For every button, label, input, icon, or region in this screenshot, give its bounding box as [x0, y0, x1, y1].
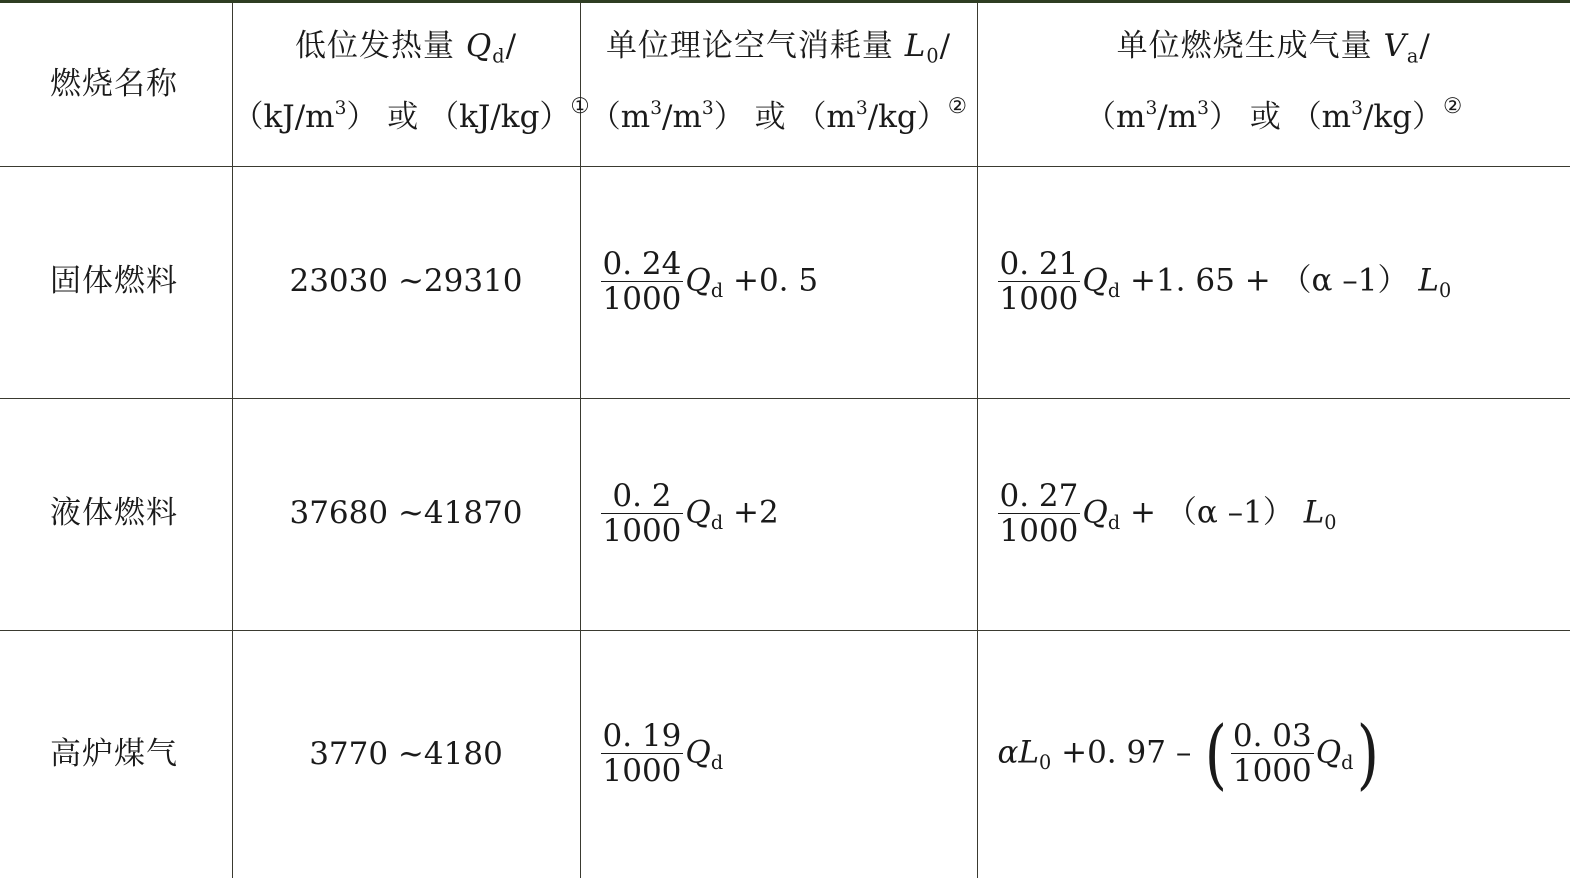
heat-value-cell: [232, 398, 580, 630]
table-row: [0, 398, 1570, 630]
header-flue-gas-volume-title: 单位燃烧生成气量 $V_a/$: [1116, 28, 1431, 68]
header-air-consumption-title: 单位理论空气消耗量 $L_0/$: [605, 28, 952, 68]
right-paren: ): [1357, 709, 1380, 799]
fuel-name: 液体燃料: [50, 495, 178, 532]
table-row: [0, 630, 1570, 878]
header-heat-value: [232, 3, 590, 166]
heat-value-cell: [232, 630, 580, 878]
header-heat-value-units: $(kJ/m^3)$ 或 （kJ/kg）①: [232, 94, 590, 136]
header-fuel-name: [0, 3, 232, 166]
header-fuel-name-label: 燃烧名称: [50, 65, 178, 102]
left-paren: (: [1204, 709, 1228, 799]
heat-value-range: 23030 ~29310: [289, 263, 523, 300]
fuel-name-cell: [0, 166, 232, 398]
header-air-consumption: [580, 3, 977, 166]
header-heat-value-title: 低位发热量 $Q_d/$: [294, 28, 518, 68]
fraction: $\frac{0. 27}{1000}$: [999, 478, 1079, 549]
fuel-name: 高炉煤气: [50, 735, 178, 772]
fraction: $\frac{0. 03}{1000}$: [1232, 718, 1312, 790]
table-row: [0, 166, 1570, 398]
fuel-name: 固体燃料: [50, 263, 178, 300]
fraction: $\frac{0. 24}{1000}$: [602, 246, 682, 317]
heat-value-range: 3770 ~4180: [309, 735, 503, 772]
header-flue-gas-volume-units: $(m^3/m^3)$ 或 $(m^3/kg)^②$: [1085, 94, 1463, 136]
heat-value-range: 37680 ~41870: [289, 495, 523, 532]
header-flue-gas-volume: [977, 3, 1570, 166]
gas-formula-cell: $\frac{0. 21}{1000}$ $Q_d +1$. 65 + （α –1） $L_0$: [977, 166, 1570, 398]
fraction: $\frac{0. 2}{1000}$: [602, 478, 682, 549]
header-air-consumption-units: $(m^3/m^3)$ 或 $(m^3/kg)^②$: [589, 94, 968, 136]
air-formula-cell: $\frac{0. 2}{1000}$ $Q_d +2$: [580, 398, 977, 630]
air-formula-cell: $\frac{0. 24}{1000}$ $Q_d +0$. 5: [580, 166, 977, 398]
fuel-name-cell: [0, 398, 232, 630]
air-formula-cell: $\frac{0. 19}{1000}$ $Q_d$: [580, 630, 977, 878]
gas-formula-cell: $\frac{0. 27}{1000}$ $Q_d + (\alpha$ –1） $L_0$: [977, 398, 1570, 630]
gas-formula-cell: $\alpha L_0 +0$. 97 – ( $\frac{0. 03}{1000}$ $Q_d$): [997, 709, 1380, 799]
table-header-row: [0, 3, 1570, 166]
fuel-name-cell: [0, 630, 232, 878]
heat-value-cell: [232, 166, 580, 398]
fraction: $\frac{0. 19}{1000}$: [602, 718, 682, 790]
fuel-combustion-table: [0, 3, 1570, 878]
fraction: $\frac{0. 21}{1000}$: [999, 246, 1079, 317]
